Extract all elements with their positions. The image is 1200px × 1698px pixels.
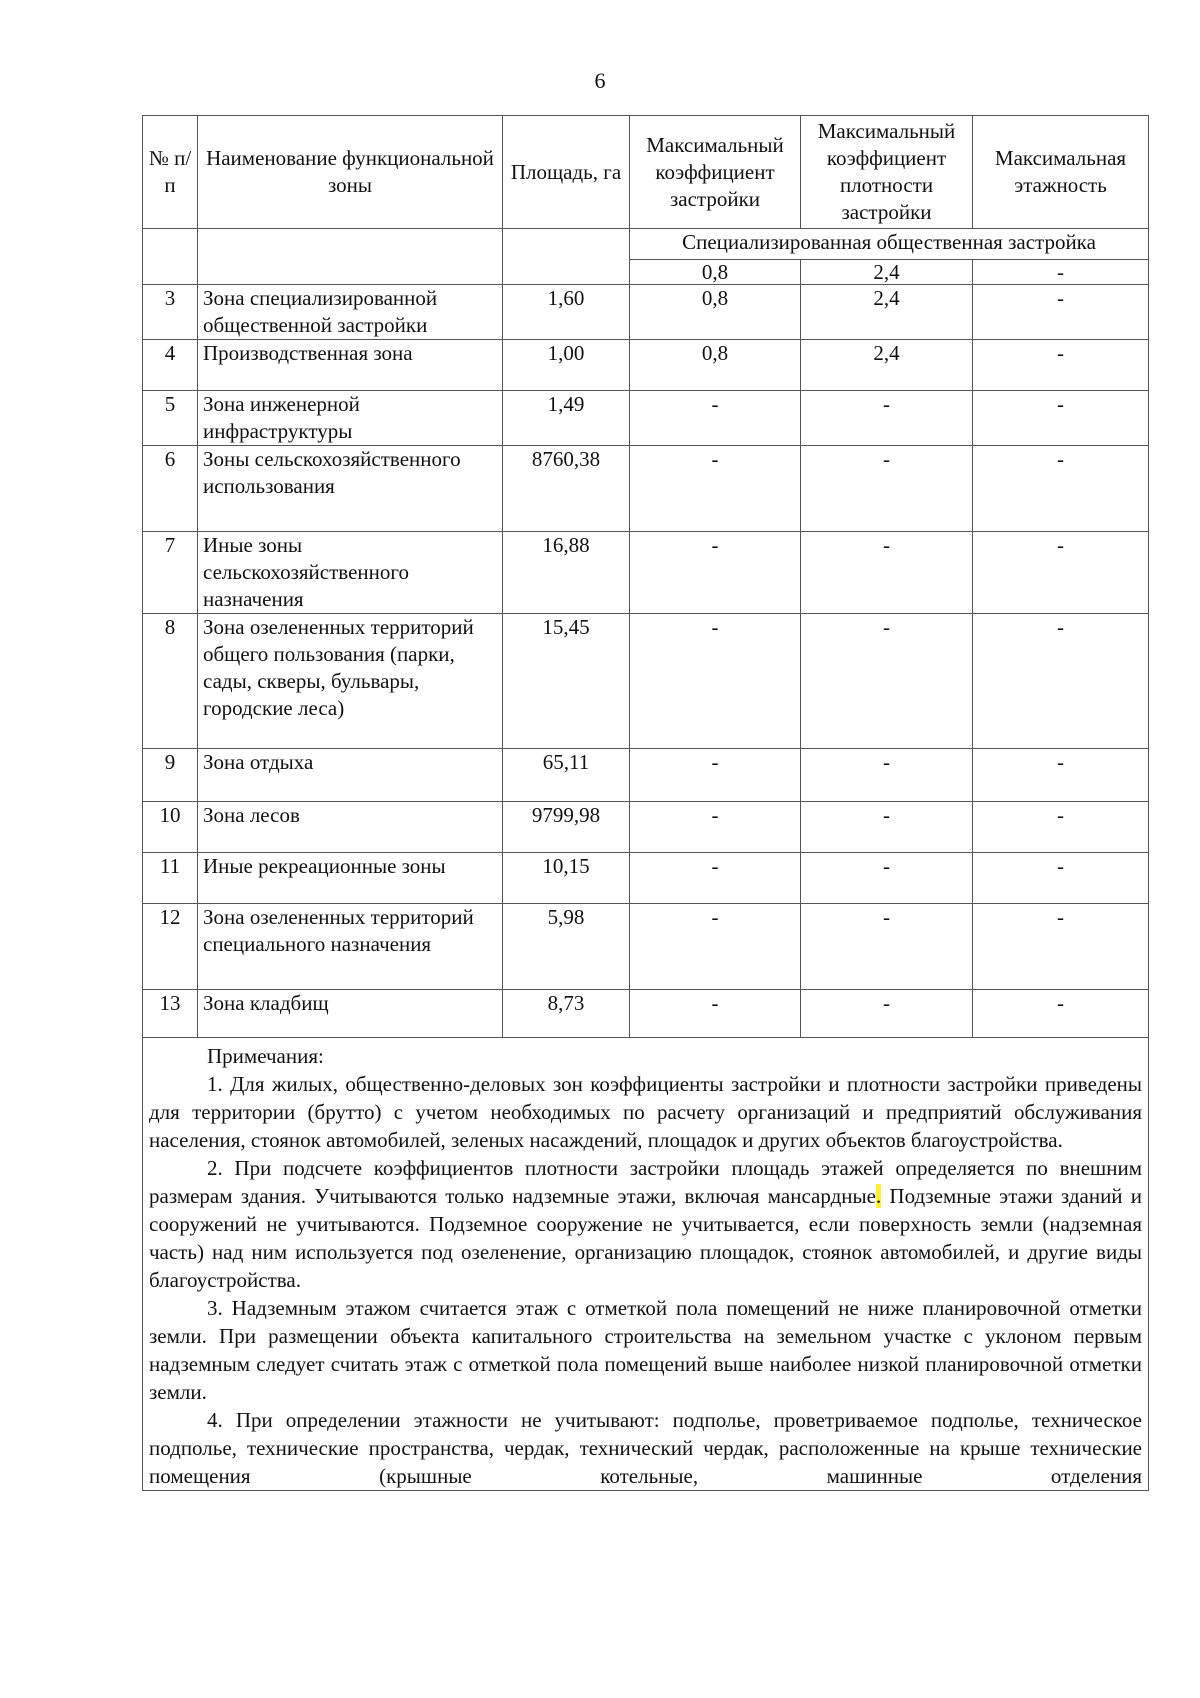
row-num: 11: [143, 853, 198, 904]
table-row: [143, 990, 1149, 1038]
row-name: Зона отдыха: [198, 749, 503, 802]
table-row: [143, 904, 1149, 990]
header-coef-build: Максимальный коэффициент застройки: [630, 116, 801, 229]
row-floors: -: [973, 340, 1149, 391]
row-floors: -: [973, 904, 1149, 990]
row-num: 6: [143, 446, 198, 532]
row-name: Зона инженерной инфраструктуры: [198, 391, 503, 446]
subheader-row: [143, 229, 1149, 260]
row-coef-build: -: [630, 614, 801, 749]
row-num: 5: [143, 391, 198, 446]
header-floors: Максимальная этажность: [973, 116, 1149, 229]
row-floors: -: [973, 853, 1149, 904]
row-coef-build: -: [630, 532, 801, 614]
row-coef-density: -: [801, 446, 973, 532]
note-3: 3. Надземным этажом считается этаж с отметкой пола помещений не ниже планировочной отметки земли. При размещении объекта капитального строительства на земельном участке с уклоном первым надземным следует считать этаж с отметкой пола помещений выше наиболее низкой планировочной отметки земли.: [149, 1296, 1142, 1404]
row-coef-density: 2,4: [801, 340, 973, 391]
note-2: [149, 1154, 1142, 1294]
page-number: 6: [594, 68, 606, 93]
row-floors: -: [973, 802, 1149, 853]
table-row: [143, 802, 1149, 853]
row-num: 7: [143, 532, 198, 614]
note-1: 1. Для жилых, общественно-деловых зон коэффициенты застройки и плотности застройки приведены для территории (брутто) с учетом необходимых по расчету организаций и предприятий обслуживания населения, стоянок автомобилей, зеленых насаждений, площадок и других объектов благоустройства.: [149, 1072, 1142, 1152]
note-4: 4. При определении этажности не учитывают: подполье, проветриваемое подполье, техническое подполье, технические пространства, чердак, технический чердак, расположенные на крыше технические помещения (крышные котельные, машинные отделения: [149, 1408, 1142, 1488]
header-coef-density: Максимальный коэффициент плотности застройки: [801, 116, 973, 229]
zones-table: [142, 115, 1149, 1491]
row-num: 3: [143, 285, 198, 340]
subheader-label: Специализированная общественная застройка: [630, 229, 1149, 260]
row-name: Зона озелененных территорий специального назначения: [198, 904, 503, 990]
row-name: Зоны сельскохозяйственного использования: [198, 446, 503, 532]
row-area: 10,15: [503, 853, 630, 904]
subheader-coef-build: 0,8: [630, 260, 801, 285]
table-row: [143, 614, 1149, 749]
row-coef-build: -: [630, 446, 801, 532]
row-coef-density: 2,4: [801, 285, 973, 340]
row-coef-density: -: [801, 614, 973, 749]
subheader-empty-name: [198, 229, 503, 285]
row-num: 4: [143, 340, 198, 391]
table-row: [143, 446, 1149, 532]
header-num: № п/п: [143, 116, 198, 229]
row-area: 1,49: [503, 391, 630, 446]
row-coef-build: -: [630, 749, 801, 802]
table-row: [143, 340, 1149, 391]
row-coef-density: -: [801, 391, 973, 446]
row-name: Зона специализированной общественной застройки: [198, 285, 503, 340]
notes-cell: [143, 1038, 1149, 1491]
notes-title: Примечания:: [207, 1044, 324, 1068]
table-row: [143, 391, 1149, 446]
table-row: [143, 532, 1149, 614]
row-coef-build: -: [630, 904, 801, 990]
header-row: [143, 116, 1149, 229]
row-coef-build: 0,8: [630, 340, 801, 391]
row-num: 9: [143, 749, 198, 802]
subheader-floors: -: [973, 260, 1149, 285]
row-area: 16,88: [503, 532, 630, 614]
row-num: 12: [143, 904, 198, 990]
header-area: Площадь, га: [503, 116, 630, 229]
row-num: 10: [143, 802, 198, 853]
row-area: 8,73: [503, 990, 630, 1038]
table-row: [143, 853, 1149, 904]
row-name: Зона кладбищ: [198, 990, 503, 1038]
row-floors: -: [973, 990, 1149, 1038]
row-area: 15,45: [503, 614, 630, 749]
row-name: Производственная зона: [198, 340, 503, 391]
row-area: 65,11: [503, 749, 630, 802]
row-floors: -: [973, 285, 1149, 340]
row-name: Иные зоны сельскохозяйственного назначения: [198, 532, 503, 614]
table-row: [143, 285, 1149, 340]
row-coef-build: -: [630, 802, 801, 853]
subheader-coef-density: 2,4: [801, 260, 973, 285]
row-area: 1,00: [503, 340, 630, 391]
row-coef-build: -: [630, 853, 801, 904]
row-area: 8760,38: [503, 446, 630, 532]
row-floors: -: [973, 391, 1149, 446]
row-coef-build: -: [630, 391, 801, 446]
row-name: Зона лесов: [198, 802, 503, 853]
highlight-mark: .: [875, 1184, 882, 1208]
row-floors: -: [973, 614, 1149, 749]
row-area: 5,98: [503, 904, 630, 990]
row-coef-density: -: [801, 749, 973, 802]
note-2-part-b: Подземные этажи зданий и сооружений не учитываются. Подземное сооружение не учитывается, если поверхность земли (надземная часть) над ним используется под озеленение, организацию площадок, стоянок автомобилей, и другие виды благоустройства.: [149, 1184, 1142, 1292]
row-name: Иные рекреационные зоны: [198, 853, 503, 904]
row-coef-build: 0,8: [630, 285, 801, 340]
subheader-empty-num: [143, 229, 198, 285]
subheader-empty-area: [503, 229, 630, 285]
row-coef-density: -: [801, 853, 973, 904]
row-coef-density: -: [801, 802, 973, 853]
row-num: 13: [143, 990, 198, 1038]
row-coef-density: -: [801, 532, 973, 614]
row-coef-density: -: [801, 990, 973, 1038]
row-floors: -: [973, 532, 1149, 614]
note-2-part-a: 2. При подсчете коэффициентов плотности застройки площадь этажей определяется по внешним размерам здания. Учитываются только надземные этажи, включая мансардные: [149, 1156, 1142, 1208]
table-row: [143, 749, 1149, 802]
row-floors: -: [973, 446, 1149, 532]
row-coef-density: -: [801, 904, 973, 990]
row-num: 8: [143, 614, 198, 749]
row-floors: -: [973, 749, 1149, 802]
header-name: Наименование функциональной зоны: [198, 116, 503, 229]
row-area: 9799,98: [503, 802, 630, 853]
row-coef-build: -: [630, 990, 801, 1038]
row-name: Зона озелененных территорий общего пользования (парки, сады, скверы, бульвары, городские леса): [198, 614, 503, 749]
row-area: 1,60: [503, 285, 630, 340]
